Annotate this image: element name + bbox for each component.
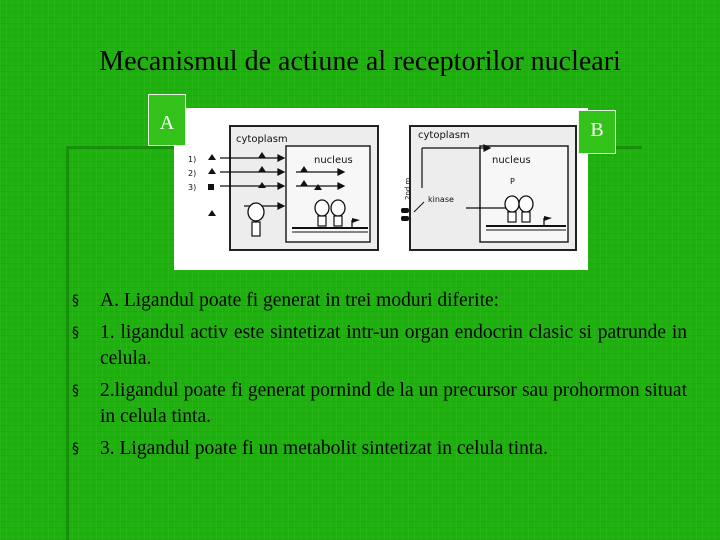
membrane-receptor-2 (401, 216, 409, 221)
phosphate-label: P (510, 177, 515, 186)
bullet-text-1: 1. ligandul activ este sintetizat intr-un organ endocrin clasic si patrunde in celula. (100, 322, 687, 369)
bullet-marker: § (72, 325, 79, 341)
left-nucleus-label: nucleus (314, 155, 353, 166)
mode-1-label: 1) (188, 155, 197, 164)
bullet-marker: § (72, 383, 79, 399)
ligand-triangle-2 (208, 168, 216, 174)
membrane-receptor-1 (401, 208, 409, 213)
bullet-item (72, 320, 687, 372)
receptor-mechanism-figure (174, 108, 588, 270)
bullet-item (72, 378, 687, 430)
kinase-label: kinase (428, 195, 454, 204)
panel-a-label: A (148, 94, 186, 146)
bullet-item (72, 288, 687, 314)
figure-diagram (174, 108, 588, 270)
right-nucleus-label: nucleus (492, 155, 531, 166)
left-panel (188, 126, 378, 250)
bullet-item (72, 436, 687, 462)
cytoplasmic-receptor (248, 203, 264, 221)
bullet-text-3: 3. Ligandul poate fi un metabolit sintetizat in celula tinta. (100, 438, 548, 459)
panel-b-label: B (578, 110, 616, 154)
bullet-marker: § (72, 293, 79, 309)
mode-3-label: 3) (188, 183, 197, 192)
ligand-triangle-1 (208, 154, 216, 160)
right-cytoplasm-label: cytoplasm (418, 130, 470, 141)
mode-2-label: 2) (188, 169, 197, 178)
precursor-square (208, 184, 214, 190)
ligand-triangle-4 (208, 210, 216, 216)
bullet-marker: § (72, 441, 79, 457)
second-messenger-label: 2nd m. (404, 175, 412, 200)
right-panel (401, 126, 576, 250)
bullet-list (72, 288, 687, 468)
bullet-text-2: 2.ligandul poate fi generat pornind de la un precursor sau prohormon situat in celula tinta. (100, 380, 687, 427)
slide-title: Mecanismul de actiune al receptorilor nucleari (99, 46, 621, 77)
decorative-vertical-line (66, 146, 69, 540)
bullet-text-a: A. Ligandul poate fi generat in trei moduri diferite: (100, 290, 500, 311)
left-cytoplasm-label: cytoplasm (236, 134, 288, 145)
